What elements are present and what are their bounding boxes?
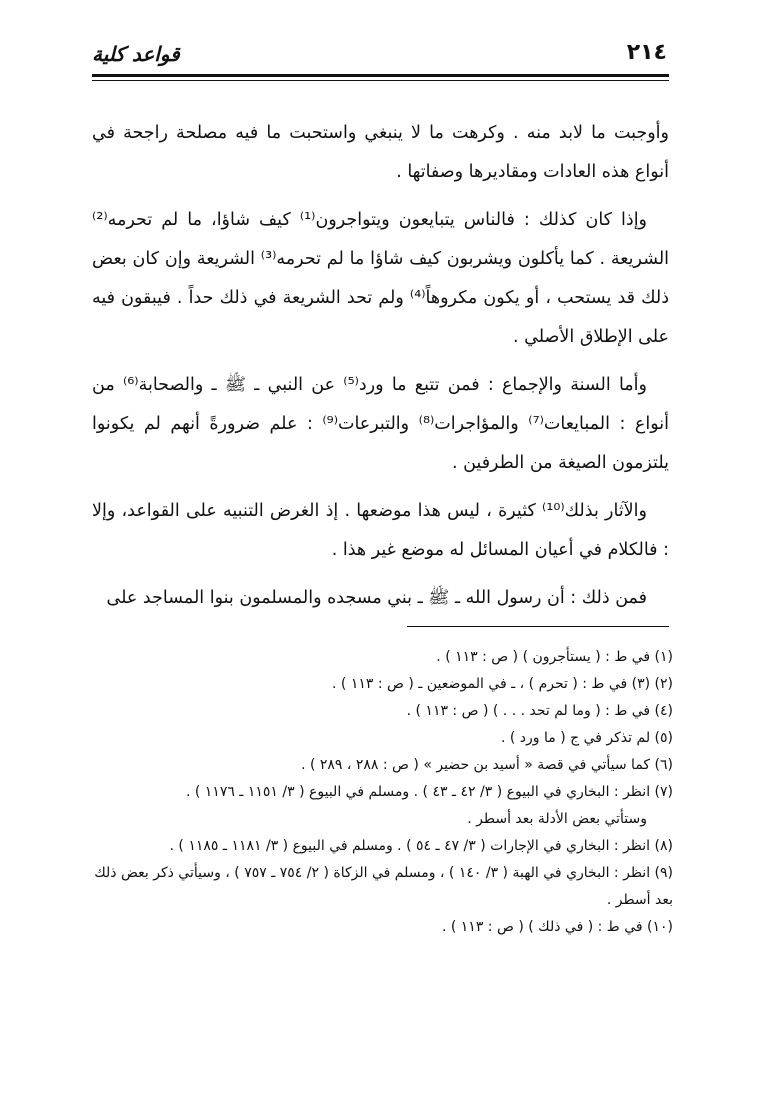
paragraph: وأوجبت ما لابد منه . وكرهت ما لا ينبغي واستحبت ما فيه مصلحة راجحة في أنواع هذه العادات ومقاديرها وصفاتها . — [92, 123, 669, 182]
page-number: ٢١٤ — [626, 40, 667, 65]
footnote: (١) في ط : ( يستأجرون ) ( ص : ١١٣ ) . — [436, 649, 673, 665]
paragraph: فمن ذلك : أن رسول الله ـ ﷺ ـ بني مسجده والمسلمون بنوا المساجد على — [106, 588, 647, 608]
main-text — [92, 114, 669, 627]
footnote: (٦) كما سيأتي في قصة « أسيد بن حضير » ( ص : ٢٨٨ ، ٢٨٩ ) . — [301, 757, 673, 773]
header-rule-thick — [92, 74, 669, 77]
footnote: (١٠) في ط : ( في ذلك ) ( ص : ١١٣ ) . — [441, 919, 673, 935]
running-title: قواعد كلية — [92, 42, 180, 66]
paragraph: وأما السنة والإجماع : فمن تتبع ما ورد⁽⁵⁾ عن النبي ـ ﷺ ـ والصحابة⁽⁶⁾ من أنواع : المبايعات⁽⁷⁾ والمؤاجرات⁽⁸⁾ والتبرعات⁽⁹⁾ : علم ضرورةً أنهم لم يكونوا يلتزمون الصيغة من الطرفين . — [92, 375, 669, 473]
footnote-separator — [407, 626, 669, 627]
footnote-continuation — [92, 806, 673, 833]
footnote: (٢) (٣) في ط : ( تحرم ) ، ـ في الموضعين ـ ( ص : ١١٣ ) . — [332, 676, 673, 692]
footnotes — [92, 644, 673, 941]
footnote: (٤) في ط : ( وما لم تحد . . . ) ( ص : ١١٣ ) . — [406, 703, 673, 719]
footnote: (٩) انظر : البخاري في الهبة ( ٣/ ١٤٠ ) ، ومسلم في الزكاة ( ٢/ ٧٥٤ ـ ٧٥٧ ) ، وسيأتي ذكر بعض ذلك بعد أسطر . — [94, 865, 673, 908]
page-header — [92, 38, 669, 74]
paragraph: وإذا كان كذلك : فالناس يتبايعون ويتواجرون⁽¹⁾ كيف شاؤا، ما لم تحرمه⁽²⁾ الشريعة . كما يأكلون ويشربون كيف شاؤا ما لم تحرمه⁽³⁾ الشريعة وإن كان بعض ذلك قد يستحب ، أو يكون مكروهاً⁽⁴⁾ ولم تحد الشريعة في ذلك حداً . فيبقون فيه على الإطلاق الأصلي . — [92, 210, 670, 347]
footnote-continuation-text: وستأتي بعض الأدلة بعد أسطر . — [467, 811, 647, 827]
paragraph: والآثار بذلك⁽¹⁰⁾ كثيرة ، ليس هذا موضعها . إذ الغرض التنبيه على القواعد، وإلا : فالكلام في أعيان المسائل له موضع غير هذا . — [92, 501, 669, 560]
footnote: (٥) لم تذكر في ج ( ما ورد ) . — [500, 730, 673, 746]
footnote: (٧) انظر : البخاري في البيوع ( ٣/ ٤٢ ـ ٤٣ ) . ومسلم في البيوع ( ٣/ ١١٥١ ـ ١١٧٦ ) . — [185, 784, 673, 800]
header-rule-thin — [92, 80, 669, 81]
footnote: (٨) انظر : البخاري في الإجارات ( ٣/ ٤٧ ـ ٥٤ ) . ومسلم في البيوع ( ٣/ ١١٨١ ـ ١١٨٥ ) . — [169, 838, 673, 854]
